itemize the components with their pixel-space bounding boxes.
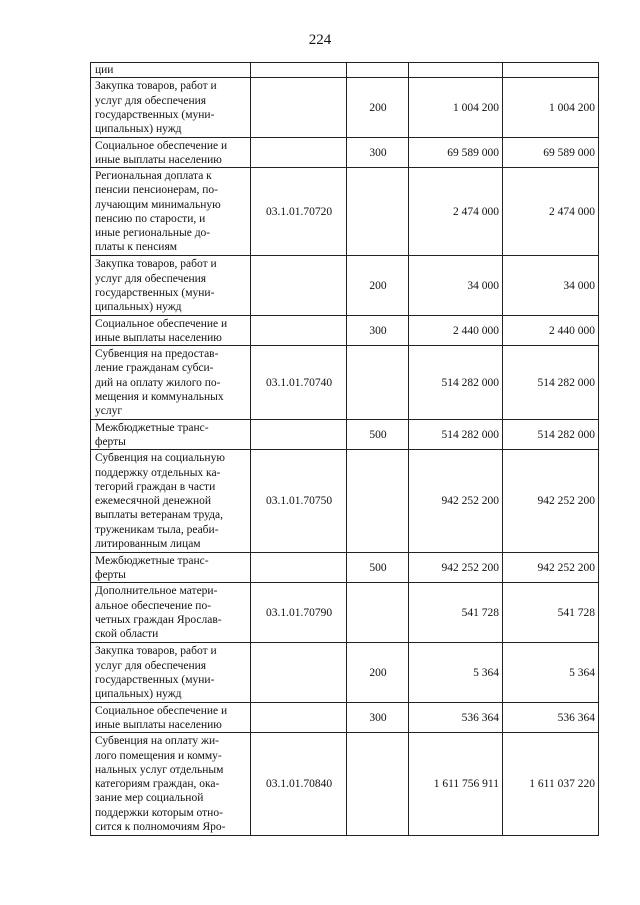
row-expense-type-cell: 200	[347, 643, 409, 703]
row-code-cell	[251, 703, 347, 733]
row-name-cell: Межбюджетные транс- ферты	[91, 553, 251, 583]
row-name-cell: Социальное обеспечение и иные выплаты населению	[91, 703, 251, 733]
row-amount-year2-cell: 69 589 000	[503, 138, 599, 168]
row-name-cell: Межбюджетные транс- ферты	[91, 420, 251, 450]
table-row	[91, 316, 599, 346]
page-number: 224	[308, 32, 332, 48]
row-code-cell: 03.1.01.70720	[251, 168, 347, 256]
table-row	[91, 420, 599, 450]
row-name-cell: Дополнительное матери- альное обеспечение по- четных граждан Ярослав- ской области	[91, 583, 251, 643]
row-expense-type-cell: 500	[347, 553, 409, 583]
row-name-cell: Субвенция на предостав- ление гражданам субси- дий на оплату жилого по- мещения и коммунальных услуг	[91, 346, 251, 420]
row-amount-year2-cell	[503, 63, 599, 78]
row-name-cell: Региональная доплата к пенсии пенсионерам, по- лучающим минимальную пенсию по старости, и иные региональные до- платы к пенсиям	[91, 168, 251, 256]
table-row	[91, 703, 599, 733]
row-amount-year2-cell: 541 728	[503, 583, 599, 643]
budget-table-body	[91, 63, 599, 836]
row-name-cell: Субвенция на оплату жи- лого помещения и комму- нальных услуг отдельным категориям граждан, ока- зание мер социальной поддержки которым отно- сится к полномочиям Яро-	[91, 733, 251, 836]
row-amount-year1-cell: 2 474 000	[409, 168, 503, 256]
table-row	[91, 733, 599, 836]
row-code-cell	[251, 553, 347, 583]
row-amount-year2-cell: 942 252 200	[503, 553, 599, 583]
row-expense-type-cell: 300	[347, 138, 409, 168]
row-amount-year1-cell: 541 728	[409, 583, 503, 643]
row-code-cell: 03.1.01.70750	[251, 450, 347, 553]
table-row	[91, 346, 599, 420]
row-amount-year2-cell: 2 474 000	[503, 168, 599, 256]
row-expense-type-cell	[347, 450, 409, 553]
row-amount-year2-cell: 514 282 000	[503, 420, 599, 450]
row-amount-year1-cell: 536 364	[409, 703, 503, 733]
row-amount-year1-cell	[409, 63, 503, 78]
row-amount-year1-cell: 942 252 200	[409, 450, 503, 553]
row-amount-year1-cell: 514 282 000	[409, 420, 503, 450]
row-code-cell	[251, 256, 347, 316]
row-expense-type-cell: 200	[347, 256, 409, 316]
row-amount-year1-cell: 2 440 000	[409, 316, 503, 346]
row-amount-year1-cell: 5 364	[409, 643, 503, 703]
row-code-cell: 03.1.01.70840	[251, 733, 347, 836]
row-name-cell: Социальное обеспечение и иные выплаты населению	[91, 138, 251, 168]
row-expense-type-cell: 500	[347, 420, 409, 450]
row-amount-year1-cell: 34 000	[409, 256, 503, 316]
row-amount-year1-cell: 1 004 200	[409, 78, 503, 138]
row-expense-type-cell: 300	[347, 703, 409, 733]
row-code-cell	[251, 643, 347, 703]
row-amount-year2-cell: 5 364	[503, 643, 599, 703]
table-row	[91, 553, 599, 583]
row-expense-type-cell	[347, 168, 409, 256]
row-amount-year1-cell: 514 282 000	[409, 346, 503, 420]
table-row	[91, 583, 599, 643]
table-row	[91, 256, 599, 316]
row-code-cell	[251, 420, 347, 450]
row-amount-year2-cell: 1 004 200	[503, 78, 599, 138]
row-expense-type-cell	[347, 63, 409, 78]
row-code-cell	[251, 63, 347, 78]
row-amount-year2-cell: 942 252 200	[503, 450, 599, 553]
row-code-cell: 03.1.01.70740	[251, 346, 347, 420]
row-expense-type-cell	[347, 583, 409, 643]
row-name-cell: Закупка товаров, работ и услуг для обеспечения государственных (муни- ципальных) нужд	[91, 256, 251, 316]
row-expense-type-cell: 200	[347, 78, 409, 138]
row-name-cell: Социальное обеспечение и иные выплаты населению	[91, 316, 251, 346]
row-name-cell: Закупка товаров, работ и услуг для обеспечения государственных (муни- ципальных) нужд	[91, 78, 251, 138]
table-row	[91, 78, 599, 138]
row-amount-year2-cell: 1 611 037 220	[503, 733, 599, 836]
row-amount-year1-cell: 69 589 000	[409, 138, 503, 168]
row-expense-type-cell	[347, 733, 409, 836]
row-code-cell	[251, 316, 347, 346]
row-name-cell: Субвенция на социальную поддержку отдельных ка- тегорий граждан в части ежемесячной денежной выплаты ветеранам труда, труженикам тыла, реаби- литированным лицам	[91, 450, 251, 553]
row-expense-type-cell: 300	[347, 316, 409, 346]
row-expense-type-cell	[347, 346, 409, 420]
row-amount-year2-cell: 536 364	[503, 703, 599, 733]
row-amount-year1-cell: 1 611 756 911	[409, 733, 503, 836]
budget-table	[90, 62, 599, 836]
table-row	[91, 168, 599, 256]
row-amount-year2-cell: 34 000	[503, 256, 599, 316]
row-code-cell	[251, 78, 347, 138]
row-amount-year2-cell: 514 282 000	[503, 346, 599, 420]
row-amount-year1-cell: 942 252 200	[409, 553, 503, 583]
row-name-cell: ции	[91, 63, 251, 78]
table-row	[91, 643, 599, 703]
table-row	[91, 63, 599, 78]
table-row	[91, 138, 599, 168]
table-row	[91, 450, 599, 553]
row-code-cell: 03.1.01.70790	[251, 583, 347, 643]
row-code-cell	[251, 138, 347, 168]
row-name-cell: Закупка товаров, работ и услуг для обеспечения государственных (муни- ципальных) нужд	[91, 643, 251, 703]
row-amount-year2-cell: 2 440 000	[503, 316, 599, 346]
